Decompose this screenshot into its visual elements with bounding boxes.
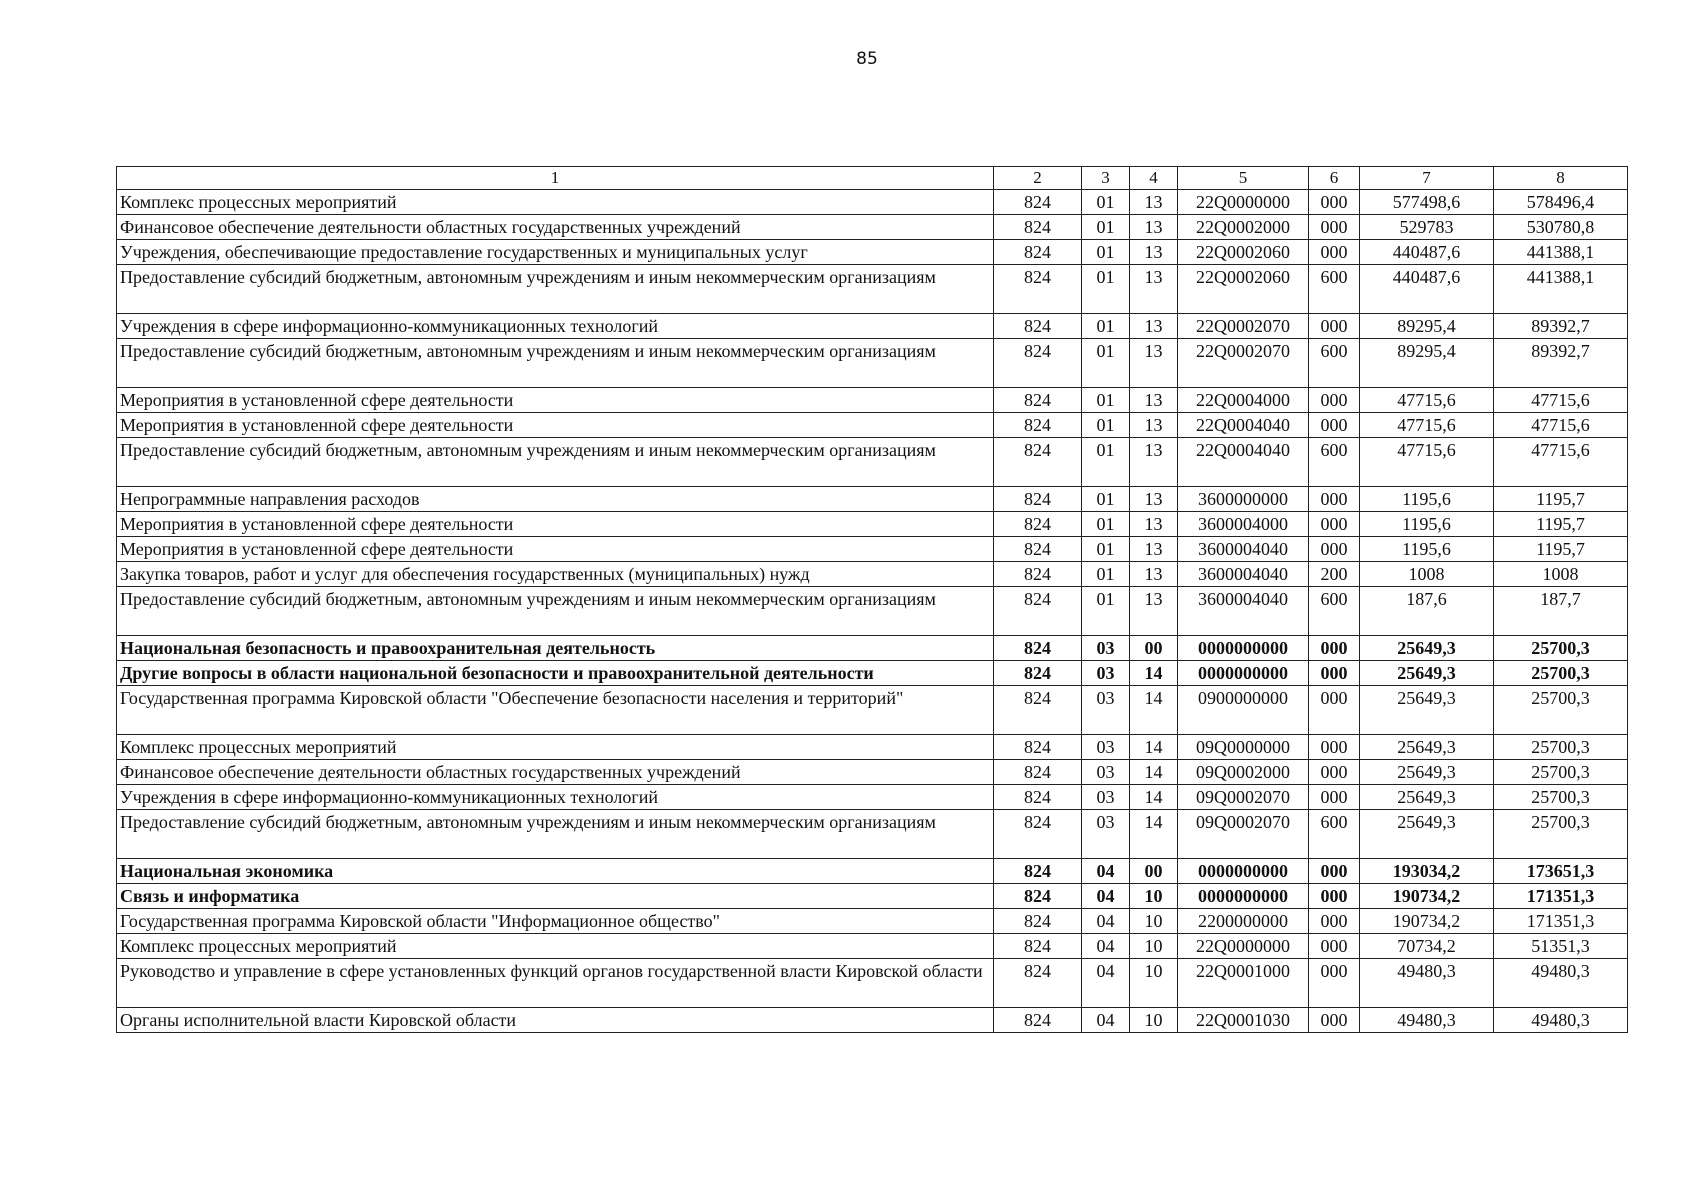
subsection-cell: 14: [1130, 785, 1178, 810]
name-cell: Непрограммные направления расходов: [117, 487, 994, 512]
subsection-cell: 13: [1130, 388, 1178, 413]
section-cell: 01: [1082, 562, 1130, 587]
table-row: [117, 735, 1628, 760]
target-article-cell: 22Q0001000: [1178, 959, 1309, 1008]
target-article-cell: 22Q0002000: [1178, 215, 1309, 240]
name-cell: Предоставление субсидий бюджетным, автономным учреждениям и иным некоммерческим организациям: [117, 339, 994, 388]
table-row: [117, 562, 1628, 587]
header-cell: 1: [117, 167, 994, 190]
name-cell: Учреждения, обеспечивающие предоставление государственных и муниципальных услуг: [117, 240, 994, 265]
subsection-cell: 13: [1130, 339, 1178, 388]
amount-cell: 1195,7: [1494, 487, 1628, 512]
amount-cell: 173651,3: [1494, 859, 1628, 884]
name-cell: Комплекс процессных мероприятий: [117, 934, 994, 959]
amount-cell: 70734,2: [1360, 934, 1494, 959]
amount-cell: 47715,6: [1360, 438, 1494, 487]
name-cell: Учреждения в сфере информационно-коммуникационных технологий: [117, 314, 994, 339]
subsection-cell: 10: [1130, 959, 1178, 1008]
name-cell: Органы исполнительной власти Кировской области: [117, 1008, 994, 1033]
section-cell: 04: [1082, 859, 1130, 884]
amount-cell: 529783: [1360, 215, 1494, 240]
amount-cell: 25700,3: [1494, 686, 1628, 735]
target-article-cell: 09Q0002000: [1178, 760, 1309, 785]
name-cell: Комплекс процессных мероприятий: [117, 190, 994, 215]
amount-cell: 89392,7: [1494, 314, 1628, 339]
target-article-cell: 09Q0002070: [1178, 810, 1309, 859]
amount-cell: 187,7: [1494, 587, 1628, 636]
subsection-cell: 13: [1130, 190, 1178, 215]
section-cell: 01: [1082, 388, 1130, 413]
amount-cell: 49480,3: [1360, 1008, 1494, 1033]
name-cell: Национальная экономика: [117, 859, 994, 884]
amount-cell: 49480,3: [1494, 1008, 1628, 1033]
target-article-cell: 3600000000: [1178, 487, 1309, 512]
target-article-cell: 22Q0002070: [1178, 314, 1309, 339]
table-row: [117, 587, 1628, 636]
target-article-cell: 2200000000: [1178, 909, 1309, 934]
subsection-cell: 00: [1130, 636, 1178, 661]
subsection-cell: 14: [1130, 686, 1178, 735]
target-article-cell: 22Q0004040: [1178, 413, 1309, 438]
section-cell: 04: [1082, 909, 1130, 934]
section-cell: 04: [1082, 884, 1130, 909]
section-cell: 01: [1082, 265, 1130, 314]
amount-cell: 25649,3: [1360, 810, 1494, 859]
expense-type-cell: 000: [1309, 388, 1360, 413]
amount-cell: 187,6: [1360, 587, 1494, 636]
code-cell: 824: [994, 859, 1082, 884]
amount-cell: 441388,1: [1494, 240, 1628, 265]
subsection-cell: 13: [1130, 487, 1178, 512]
table-header-row: [117, 167, 1628, 190]
code-cell: 824: [994, 810, 1082, 859]
name-cell: Предоставление субсидий бюджетным, автономным учреждениям и иным некоммерческим организациям: [117, 265, 994, 314]
target-article-cell: 3600004040: [1178, 537, 1309, 562]
section-cell: 03: [1082, 661, 1130, 686]
target-article-cell: 22Q0002060: [1178, 265, 1309, 314]
name-cell: Финансовое обеспечение деятельности областных государственных учреждений: [117, 215, 994, 240]
table-row: [117, 265, 1628, 314]
target-article-cell: 22Q0001030: [1178, 1008, 1309, 1033]
code-cell: 824: [994, 661, 1082, 686]
table-row: [117, 438, 1628, 487]
table-row: [117, 661, 1628, 686]
amount-cell: 25700,3: [1494, 735, 1628, 760]
code-cell: 824: [994, 636, 1082, 661]
expense-type-cell: 000: [1309, 959, 1360, 1008]
header-cell: 8: [1494, 167, 1628, 190]
page-number: 85: [856, 49, 878, 69]
name-cell: Закупка товаров, работ и услуг для обеспечения государственных (муниципальных) нужд: [117, 562, 994, 587]
code-cell: 824: [994, 438, 1082, 487]
target-article-cell: 0000000000: [1178, 859, 1309, 884]
amount-cell: 25649,3: [1360, 760, 1494, 785]
expense-type-cell: 000: [1309, 686, 1360, 735]
name-cell: Мероприятия в установленной сфере деятельности: [117, 388, 994, 413]
subsection-cell: 10: [1130, 884, 1178, 909]
amount-cell: 171351,3: [1494, 909, 1628, 934]
amount-cell: 47715,6: [1494, 388, 1628, 413]
table-row: [117, 215, 1628, 240]
expense-type-cell: 000: [1309, 760, 1360, 785]
expense-type-cell: 000: [1309, 859, 1360, 884]
table-row: [117, 190, 1628, 215]
amount-cell: 25649,3: [1360, 735, 1494, 760]
name-cell: Руководство и управление в сфере установленных функций органов государственной власти Кировской области: [117, 959, 994, 1008]
amount-cell: 49480,3: [1494, 959, 1628, 1008]
subsection-cell: 14: [1130, 735, 1178, 760]
expense-type-cell: 000: [1309, 240, 1360, 265]
amount-cell: 1195,6: [1360, 512, 1494, 537]
code-cell: 824: [994, 909, 1082, 934]
header-cell: 6: [1309, 167, 1360, 190]
header-cell: 5: [1178, 167, 1309, 190]
expense-type-cell: 000: [1309, 1008, 1360, 1033]
table-row: [117, 909, 1628, 934]
target-article-cell: 22Q0000000: [1178, 190, 1309, 215]
subsection-cell: 13: [1130, 215, 1178, 240]
amount-cell: 89295,4: [1360, 314, 1494, 339]
table-row: [117, 959, 1628, 1008]
amount-cell: 47715,6: [1494, 438, 1628, 487]
amount-cell: 89295,4: [1360, 339, 1494, 388]
expense-type-cell: 000: [1309, 636, 1360, 661]
expense-type-cell: 000: [1309, 909, 1360, 934]
table-row: [117, 537, 1628, 562]
expense-type-cell: 000: [1309, 190, 1360, 215]
subsection-cell: 13: [1130, 438, 1178, 487]
section-cell: 03: [1082, 735, 1130, 760]
table-row: [117, 512, 1628, 537]
subsection-cell: 13: [1130, 537, 1178, 562]
target-article-cell: 22Q0002070: [1178, 339, 1309, 388]
amount-cell: 1195,7: [1494, 537, 1628, 562]
target-article-cell: 0000000000: [1178, 636, 1309, 661]
expense-type-cell: 600: [1309, 438, 1360, 487]
target-article-cell: 22Q0004040: [1178, 438, 1309, 487]
subsection-cell: 14: [1130, 661, 1178, 686]
expense-type-cell: 000: [1309, 215, 1360, 240]
table-row: [117, 314, 1628, 339]
code-cell: 824: [994, 265, 1082, 314]
table-row: [117, 785, 1628, 810]
name-cell: Государственная программа Кировской области "Обеспечение безопасности населения и территорий": [117, 686, 994, 735]
target-article-cell: 0900000000: [1178, 686, 1309, 735]
table-row: [117, 859, 1628, 884]
section-cell: 01: [1082, 487, 1130, 512]
name-cell: Национальная безопасность и правоохранительная деятельность: [117, 636, 994, 661]
target-article-cell: 22Q0004000: [1178, 388, 1309, 413]
expense-type-cell: 000: [1309, 487, 1360, 512]
header-cell: 2: [994, 167, 1082, 190]
code-cell: 824: [994, 512, 1082, 537]
table-row: [117, 339, 1628, 388]
section-cell: 01: [1082, 190, 1130, 215]
subsection-cell: 13: [1130, 512, 1178, 537]
expense-type-cell: 000: [1309, 934, 1360, 959]
code-cell: 824: [994, 215, 1082, 240]
section-cell: 04: [1082, 1008, 1130, 1033]
name-cell: Мероприятия в установленной сфере деятельности: [117, 413, 994, 438]
subsection-cell: 13: [1130, 562, 1178, 587]
subsection-cell: 13: [1130, 240, 1178, 265]
section-cell: 03: [1082, 785, 1130, 810]
subsection-cell: 13: [1130, 314, 1178, 339]
section-cell: 03: [1082, 636, 1130, 661]
amount-cell: 25700,3: [1494, 661, 1628, 686]
table-row: [117, 240, 1628, 265]
amount-cell: 25700,3: [1494, 760, 1628, 785]
target-article-cell: 3600004040: [1178, 587, 1309, 636]
code-cell: 824: [994, 487, 1082, 512]
code-cell: 824: [994, 934, 1082, 959]
code-cell: 824: [994, 785, 1082, 810]
expense-type-cell: 000: [1309, 884, 1360, 909]
code-cell: 824: [994, 735, 1082, 760]
subsection-cell: 10: [1130, 934, 1178, 959]
amount-cell: 47715,6: [1494, 413, 1628, 438]
table-row: [117, 934, 1628, 959]
subsection-cell: 13: [1130, 587, 1178, 636]
code-cell: 824: [994, 537, 1082, 562]
code-cell: 824: [994, 314, 1082, 339]
amount-cell: 1195,6: [1360, 537, 1494, 562]
code-cell: 824: [994, 240, 1082, 265]
code-cell: 824: [994, 959, 1082, 1008]
table-row: [117, 884, 1628, 909]
amount-cell: 25700,3: [1494, 785, 1628, 810]
amount-cell: 530780,8: [1494, 215, 1628, 240]
amount-cell: 1195,7: [1494, 512, 1628, 537]
code-cell: 824: [994, 190, 1082, 215]
amount-cell: 578496,4: [1494, 190, 1628, 215]
name-cell: Другие вопросы в области национальной безопасности и правоохранительной деятельности: [117, 661, 994, 686]
amount-cell: 47715,6: [1360, 413, 1494, 438]
expense-type-cell: 600: [1309, 265, 1360, 314]
expense-type-cell: 000: [1309, 735, 1360, 760]
expense-type-cell: 000: [1309, 785, 1360, 810]
name-cell: Мероприятия в установленной сфере деятельности: [117, 512, 994, 537]
section-cell: 01: [1082, 339, 1130, 388]
expense-type-cell: 000: [1309, 512, 1360, 537]
code-cell: 824: [994, 686, 1082, 735]
amount-cell: 441388,1: [1494, 265, 1628, 314]
expense-type-cell: 000: [1309, 661, 1360, 686]
code-cell: 824: [994, 884, 1082, 909]
amount-cell: 1195,6: [1360, 487, 1494, 512]
name-cell: Связь и информатика: [117, 884, 994, 909]
section-cell: 01: [1082, 413, 1130, 438]
code-cell: 824: [994, 760, 1082, 785]
name-cell: Предоставление субсидий бюджетным, автономным учреждениям и иным некоммерческим организациям: [117, 810, 994, 859]
amount-cell: 25649,3: [1360, 636, 1494, 661]
amount-cell: 89392,7: [1494, 339, 1628, 388]
name-cell: Финансовое обеспечение деятельности областных государственных учреждений: [117, 760, 994, 785]
name-cell: Мероприятия в установленной сфере деятельности: [117, 537, 994, 562]
budget-table: [116, 166, 1628, 1033]
amount-cell: 577498,6: [1360, 190, 1494, 215]
amount-cell: 25649,3: [1360, 785, 1494, 810]
amount-cell: 47715,6: [1360, 388, 1494, 413]
code-cell: 824: [994, 388, 1082, 413]
target-article-cell: 3600004040: [1178, 562, 1309, 587]
target-article-cell: 0000000000: [1178, 884, 1309, 909]
name-cell: Комплекс процессных мероприятий: [117, 735, 994, 760]
amount-cell: 25700,3: [1494, 810, 1628, 859]
amount-cell: 1008: [1494, 562, 1628, 587]
code-cell: 824: [994, 339, 1082, 388]
amount-cell: 25649,3: [1360, 661, 1494, 686]
code-cell: 824: [994, 587, 1082, 636]
subsection-cell: 10: [1130, 1008, 1178, 1033]
target-article-cell: 22Q0000000: [1178, 934, 1309, 959]
subsection-cell: 00: [1130, 859, 1178, 884]
amount-cell: 51351,3: [1494, 934, 1628, 959]
target-article-cell: 0000000000: [1178, 661, 1309, 686]
target-article-cell: 22Q0002060: [1178, 240, 1309, 265]
section-cell: 03: [1082, 810, 1130, 859]
target-article-cell: 09Q0000000: [1178, 735, 1309, 760]
subsection-cell: 13: [1130, 265, 1178, 314]
name-cell: Учреждения в сфере информационно-коммуникационных технологий: [117, 785, 994, 810]
amount-cell: 25700,3: [1494, 636, 1628, 661]
table-row: [117, 1008, 1628, 1033]
amount-cell: 171351,3: [1494, 884, 1628, 909]
name-cell: Предоставление субсидий бюджетным, автономным учреждениям и иным некоммерческим организациям: [117, 587, 994, 636]
expense-type-cell: 600: [1309, 587, 1360, 636]
section-cell: 04: [1082, 934, 1130, 959]
section-cell: 03: [1082, 686, 1130, 735]
amount-cell: 25649,3: [1360, 686, 1494, 735]
section-cell: 01: [1082, 314, 1130, 339]
subsection-cell: 14: [1130, 760, 1178, 785]
subsection-cell: 13: [1130, 413, 1178, 438]
subsection-cell: 14: [1130, 810, 1178, 859]
name-cell: Государственная программа Кировской области "Информационное общество": [117, 909, 994, 934]
name-cell: Предоставление субсидий бюджетным, автономным учреждениям и иным некоммерческим организациям: [117, 438, 994, 487]
expense-type-cell: 000: [1309, 537, 1360, 562]
amount-cell: 193034,2: [1360, 859, 1494, 884]
section-cell: 04: [1082, 959, 1130, 1008]
table-row: [117, 636, 1628, 661]
budget-table-body: [117, 167, 1628, 1033]
table-row: [117, 760, 1628, 785]
header-cell: 3: [1082, 167, 1130, 190]
expense-type-cell: 000: [1309, 413, 1360, 438]
section-cell: 01: [1082, 215, 1130, 240]
amount-cell: 49480,3: [1360, 959, 1494, 1008]
expense-type-cell: 600: [1309, 810, 1360, 859]
code-cell: 824: [994, 1008, 1082, 1033]
amount-cell: 1008: [1360, 562, 1494, 587]
amount-cell: 440487,6: [1360, 265, 1494, 314]
table-row: [117, 413, 1628, 438]
expense-type-cell: 600: [1309, 339, 1360, 388]
code-cell: 824: [994, 562, 1082, 587]
header-cell: 4: [1130, 167, 1178, 190]
target-article-cell: 3600004000: [1178, 512, 1309, 537]
expense-type-cell: 200: [1309, 562, 1360, 587]
subsection-cell: 10: [1130, 909, 1178, 934]
header-cell: 7: [1360, 167, 1494, 190]
table-row: [117, 388, 1628, 413]
amount-cell: 440487,6: [1360, 240, 1494, 265]
table-row: [117, 810, 1628, 859]
section-cell: 01: [1082, 537, 1130, 562]
table-row: [117, 487, 1628, 512]
section-cell: 01: [1082, 438, 1130, 487]
target-article-cell: 09Q0002070: [1178, 785, 1309, 810]
section-cell: 01: [1082, 240, 1130, 265]
expense-type-cell: 000: [1309, 314, 1360, 339]
amount-cell: 190734,2: [1360, 909, 1494, 934]
amount-cell: 190734,2: [1360, 884, 1494, 909]
section-cell: 03: [1082, 760, 1130, 785]
table-row: [117, 686, 1628, 735]
section-cell: 01: [1082, 587, 1130, 636]
section-cell: 01: [1082, 512, 1130, 537]
code-cell: 824: [994, 413, 1082, 438]
